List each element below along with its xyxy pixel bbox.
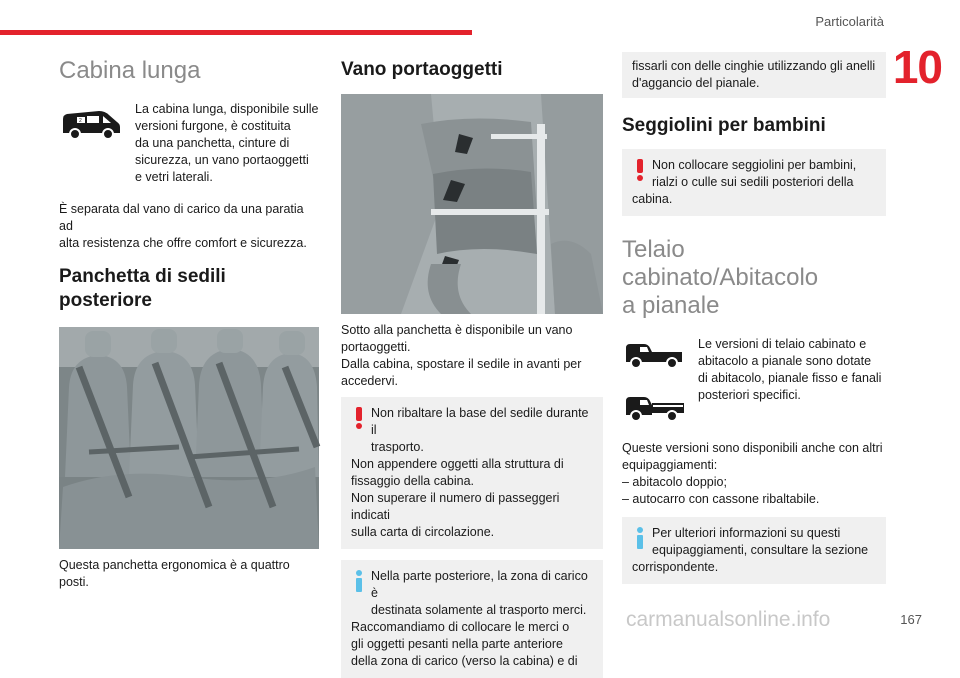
heading-telaio xyxy=(622,236,886,320)
list-item: – abitacolo doppio; xyxy=(622,475,727,489)
heading-seggiolini: Seggiolini per bambini xyxy=(622,115,826,136)
storage-compartment-photo xyxy=(341,94,603,314)
info-icon xyxy=(353,570,365,592)
text-line: abitacolo a pianale sono dotate xyxy=(698,354,872,368)
text-line: Non collocare seggiolini per bambini, xyxy=(652,158,857,172)
column-3 xyxy=(622,52,886,584)
chapter-number: 10 xyxy=(892,41,942,93)
list-item: – autocarro con cassone ribaltabile. xyxy=(622,492,820,506)
text-line: sulla carta di circolazione. xyxy=(351,525,495,539)
text-line: Le versioni di telaio cabinato e xyxy=(698,337,867,351)
text-line: Non ribaltare la base del sedile durante il xyxy=(371,406,589,437)
text-line: e vetri laterali. xyxy=(135,170,213,184)
text-line: La cabina lunga, disponibile sulle xyxy=(135,102,319,116)
text-line: È separata dal vano di carico da una paratia ad xyxy=(59,202,304,233)
chassis-icons xyxy=(622,338,686,428)
text-line: d'aggancio del pianale. xyxy=(632,76,760,90)
cabin-description xyxy=(59,201,319,252)
text-line: fissarli con delle cinghie utilizzando gli anelli xyxy=(632,59,876,73)
text-line: da una panchetta, cinture di xyxy=(135,136,290,150)
text-line: trasporto. xyxy=(371,440,424,454)
text-line: di abitacolo, pianale fisso e fanali xyxy=(698,371,882,385)
text-line: sicurezza, un vano portaoggetti xyxy=(135,153,309,167)
heading-line: Telaio cabinato/Abitacolo xyxy=(622,236,819,291)
continued-box xyxy=(622,52,886,98)
heading-panchetta xyxy=(59,265,319,313)
storage-description xyxy=(341,322,603,390)
text-line: portaoggetti. xyxy=(341,340,411,354)
heading-line: posteriore xyxy=(59,290,152,311)
text-line: destinata solamente al trasporto merci. xyxy=(371,603,587,617)
equipment-list xyxy=(622,440,886,508)
text-line: accedervi. xyxy=(341,374,398,388)
column-1 xyxy=(59,52,319,591)
warning-box xyxy=(341,397,603,549)
text-line: equipaggiamenti: xyxy=(622,458,718,472)
text-line: rialzi o culle sui sedili posteriori della xyxy=(652,175,854,189)
text-line: della zona di carico (verso la cabina) e di xyxy=(351,654,578,668)
info-box-2 xyxy=(622,517,886,584)
intro-block xyxy=(59,101,319,186)
text-line: Non superare il numero di passeggeri indicati xyxy=(351,491,560,522)
text-line: Raccomandiamo di collocare le merci o xyxy=(351,620,570,634)
chassis-cab-icon xyxy=(622,338,686,370)
flatbed-truck-icon xyxy=(622,391,686,423)
warning-icon xyxy=(634,159,646,181)
text-line: alta resistenza che offre comfort e sicurezza. xyxy=(59,236,307,250)
text-line: posteriori specifici. xyxy=(698,388,801,402)
text-line: versioni furgone, è costituita xyxy=(135,119,291,133)
bench-caption: Questa panchetta ergonomica è a quattro posti. xyxy=(59,558,290,589)
page-number: 167 xyxy=(900,612,922,627)
watermark: carmanualsonline.info xyxy=(626,608,831,631)
header-accent-bar xyxy=(0,30,472,35)
text-line: fissaggio della cabina. xyxy=(351,474,474,488)
warning-icon xyxy=(353,407,365,429)
van-icon xyxy=(59,107,123,141)
heading-line: a pianale xyxy=(622,292,720,319)
info-icon xyxy=(634,527,646,549)
text-line: Queste versioni sono disponibili anche con altri xyxy=(622,441,883,455)
child-seat-warning xyxy=(622,149,886,216)
bench-seat-photo xyxy=(59,327,319,549)
heading-cabina-lunga: Cabina lunga xyxy=(59,57,201,84)
column-2 xyxy=(341,52,603,678)
text-line: corrispondente. xyxy=(632,560,719,574)
text-line: cabina. xyxy=(632,192,673,206)
text-line: Dalla cabina, spostare il sedile in avanti per xyxy=(341,357,582,371)
section-title: Particolarità xyxy=(815,14,884,29)
text-line: Sotto alla panchetta è disponibile un vano xyxy=(341,323,573,337)
text-line: Non appendere oggetti alla struttura di xyxy=(351,457,564,471)
svg-text:2: 2 xyxy=(79,118,82,124)
text-line: gli oggetti pesanti nella parte anteriore xyxy=(351,637,563,651)
heading-line: Panchetta di sedili xyxy=(59,266,226,287)
text-line: equipaggiamenti, consultare la sezione xyxy=(652,543,869,557)
text-line: Per ulteriori informazioni su questi xyxy=(652,526,841,540)
text-line: Nella parte posteriore, la zona di carico è xyxy=(371,569,588,600)
chassis-block xyxy=(622,336,886,428)
info-box xyxy=(341,560,603,678)
heading-vano-portaoggetti: Vano portaoggetti xyxy=(341,59,503,80)
